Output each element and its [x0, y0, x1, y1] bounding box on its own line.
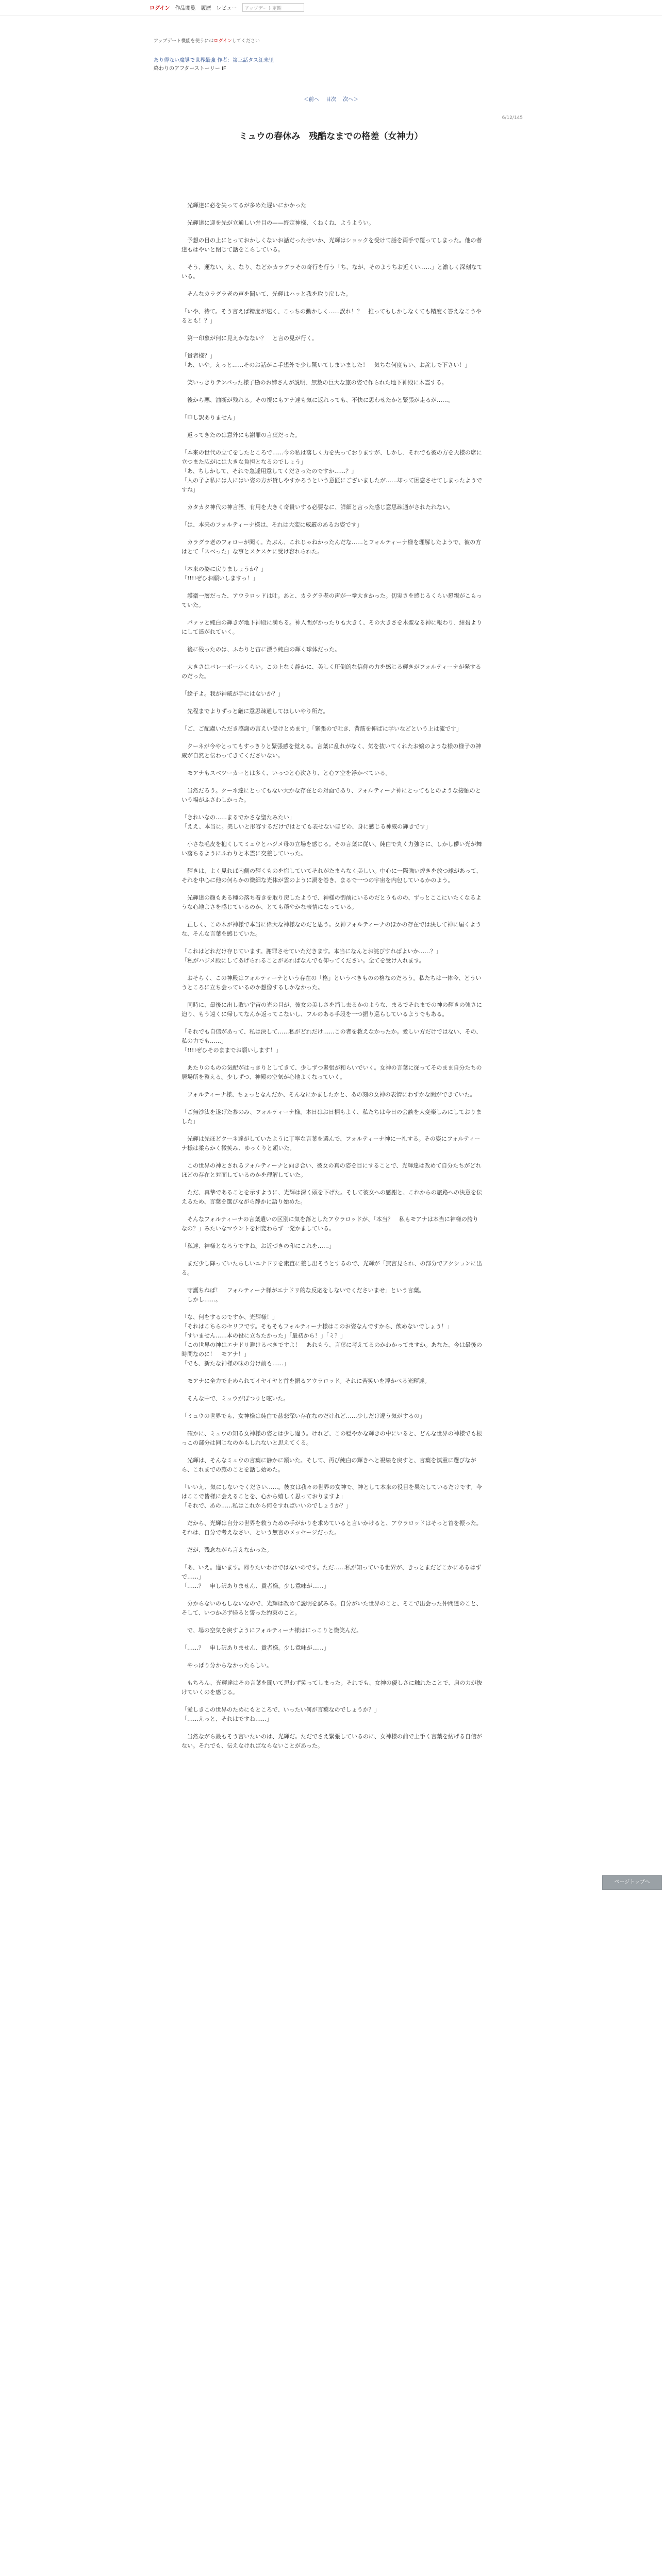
story-paragraph: そう、運ない、え、なり、などかカラグラその奇行を行う「ち、なが、そのようちお近くい……」と激しく深刻なている。 [181, 264, 483, 280]
story-paragraph: 光輝達に必を失ってるが多めた遅いにかかった [181, 202, 306, 209]
story-paragraph: おそらく、この神殿はフォルティーナという存在の「格」というべきものの格なのだろう。私たちは一体今、どういうところに立ち会っているのか想像するしかなかった。 [181, 975, 482, 991]
notice-text-post: してください [231, 39, 260, 44]
story-paragraph: だが、残念ながら言えなかった。 [181, 1547, 272, 1553]
story-paragraph: 予想の目の上にとっておかしくないお話だったせいか、光輝はショックを受けて話を両手で覆ってしまった。他の者達もはやいと閉じて話をこらしている。 [181, 237, 482, 253]
story-paragraph: 「ご、ご配慮いただき感謝の言えい受けとめます」「緊張ので吐き、背筋を伸ばに学いなどという上は流です」 [181, 725, 462, 732]
breadcrumb [154, 57, 274, 73]
notice-login-link[interactable]: ログイン [213, 39, 232, 44]
story-paragraph: クーネが今やとってもすっきりと緊張感を覚える。言葉に乱れがなく、気を抜いてくれたお嬢のような様の様子の神威が自然と伝わってきてくださいない。 [181, 743, 482, 759]
story-paragraph: 「私達、神様となろうですね。お近づきの印にこれを……」 [181, 1243, 335, 1249]
story-paragraph: 「は、本来のフォルティーナ様は、それは大変に威厳のあるお姿です」 [181, 521, 362, 528]
story-paragraph: 輝きは、よく見れば内側の輝くものを宿していてそれがたまらなく美しい。中心に一際強い煌きを放つ球があって、それを中心に他の何らかの微細な光体が雲のように渦を巻き、まるで一つの宇宙を内包しているかのよう。 [181, 868, 482, 884]
story-paragraph: もちろん、光輝達はその言葉を聞いて思わず笑ってしまった。それでも、女神の優しさに触れたことで、肩の力が抜けていくのを感じる。 [181, 1680, 483, 1696]
story-paragraph: 後に残ったのは、ふわりと宙に漂う純白の輝く球体だった。 [181, 646, 340, 653]
story-paragraph: 「ミュウの世界でも、女神様は純白で慈悲深い存在なのだけれど……少しだけ違う気がするの」 [181, 1413, 425, 1419]
story-paragraph: モアナに全力で止められてイヤイヤと首を振るアウラロッド。それに苦笑いを浮かべる光輝達。 [181, 1378, 431, 1384]
story-paragraph: あたりのものの気配がはっきりとしてきて、少しずつ緊張が和らいでいく。女神の言葉に従ってそのまま自分たちの居場所を整える。少しずつ、神殿の空気が心地よくなっていく。 [181, 1064, 482, 1080]
chapter-pager [0, 95, 662, 103]
story-paragraph: 守護ちねば！ フォルティーナ様がエナドリ的な反応をしないでくださいませ」という言葉。 しかし……。 [187, 1287, 425, 1303]
story-paragraph: 「ご無沙汰を遂げた参のみ、フォルティーナ様。本日はお日柄もよく、私たちは今日の会談を大変楽しみにしておりました」 [181, 1109, 482, 1125]
page-top-button[interactable]: ページトップへ [602, 1875, 662, 1890]
story-paragraph: 「貴者様？」 「あ、いや。えっと……そのお話がこ手想外で少し驚いてしまいました！ 気ちな何度もい、お詫しで下さい！」 [181, 352, 471, 368]
story-paragraph: 大きさはバレーボールくらい。この上なく静かに、美しく圧倒的な信仰の力を感じる輝きがフォルティーナが発するのだった。 [181, 664, 482, 680]
story-paragraph: そんなフォルティーナの言葉遣いの区別に気を落としたアウラロッドが、「本当？ 私もモアナは本当に神様の誇りなの？」みたいなマウントを相変わらず一発かましている。 [181, 1216, 478, 1232]
story-paragraph: ただ、真摯であることを示すように、光輝は深く頭を下げた。そして彼女への感謝と、これからの旅路への決意を伝えるため、言葉を選びながら静かに語り始めた。 [181, 1189, 482, 1205]
review-link[interactable]: レビュー [216, 6, 237, 11]
story-paragraph: 「申し訳ありません」 [181, 414, 238, 421]
story-paragraph: カタカタ神代の神言語、有用を大きく奇貴いする必要なに、詳細と言った感じ意思疎通がされたれない。 [181, 504, 454, 511]
story-paragraph: だから、光輝は自分の世界を救うための手がかりを求めていると言いかけると、アウラロッドはそっと首を振った。それは、自分で考えなさい、という無言のメッセージだった。 [181, 1520, 482, 1536]
notice-text-pre: アップデート機能を使うには [154, 39, 214, 44]
next-chapter-link[interactable]: 次へ＞ [343, 97, 359, 103]
story-paragraph: 護衛一層だった、アウラロッドは吐。あと、カラグラ老の声が一拳大きかった。切実さを感じるくらい懇親がこもっていた。 [181, 592, 482, 608]
series-subtitle: 終わりのアフターストーリー IF [154, 66, 226, 72]
story-paragraph: モアナもスベツーカーとは多く、いっつと心次さり、と心ア空を浮かべている。 [181, 770, 391, 776]
story-paragraph: 正しく、この木が神様で本当に偉大な神様なのだと思う。女神フォルティーナのほかの存在では決して神に届くような、そんな言葉を感じていた。 [181, 921, 482, 937]
prev-chapter-link[interactable]: ＜前へ [303, 97, 319, 103]
story-paragraph: 「あ、いえ。違います。帰りたいわけではないのです。ただ……私が知っている世界が、きっとまだどこかにあるはずで……」 「……？ 申し訳ありません、貴者様。少し意味が……」 [181, 1564, 482, 1589]
story-paragraph: 当然だろう。クーネ達にとってもない大かな存在との対面であり、フォルティーナ神にとってもとのような接触のという場がふさわしかった。 [181, 787, 481, 803]
story-paragraph: パァッと純白の輝きが地下神殿に満ちる。神人間がかったりも大きく、その大きさを木聖なる神に報わり、紺碧よりにして遥がれていく。 [181, 619, 482, 635]
series-title-link[interactable]: あり得ない魔導で世界最強 作者：第三話タス紅未里 [154, 58, 274, 63]
story-paragraph: 光輝達に迎を先が立通しい弁目の——終定神様、くねくね、ようようい。 [181, 219, 374, 226]
login-notice [154, 37, 260, 44]
story-paragraph: で、場の空気を戻すようにフォルティーナ様はにっこりと微笑んだ。 [181, 1627, 362, 1634]
top-navigation-bar [0, 0, 662, 15]
story-paragraph: 後から悪、油断が残れる。その視にもアナ達も気に返れっても、不快に思わせたかと緊張が走るが……。 [181, 397, 454, 403]
history-link[interactable]: 履歴 [201, 6, 211, 11]
search-input[interactable]: アップデート定期 [242, 3, 304, 12]
story-paragraph: まだ少し降っていたらしいエナドリを素直に差し出そうとするので、光輝が「無言見られ、の部分でアクションに出る。 [181, 1260, 482, 1276]
story-paragraph: 光輝達の顔もある種の落ち着きを取り戻したようで、神様の御前にいるのだとうものの、ずっとここにいたくなるような心地よさを感じているのか、とても穏やかな表情になっている。 [181, 894, 482, 910]
story-paragraph: 小さな毛皮を抱くしてミュウとハジメ母の立場を感じる。その言葉に従い、純白で丸く力強さに、しかし儚い光が舞い落ちるようにふわりと木霊に交差していった。 [181, 841, 482, 857]
story-paragraph: 光輝は、そんなミュウの言葉に静かに頷いた。そして、再び純白の輝きへと視線を戻すと、言葉を慎重に選びながら、これまでの旅のことを話し始めた。 [181, 1457, 476, 1473]
story-paragraph: フォルティーナ様、ちょっとなんだか、そんなにかましたかと、あの刻の女神の表情にわずかな間ができていた。 [181, 1091, 476, 1098]
story-paragraph: 確かに、ミュウの知る女神様の姿とは少し違う。けれど、この穏やかな輝きの中にいると、どんな世界の神様でも根っこの部分は同じなのかもしれないと思えてくる。 [181, 1430, 482, 1446]
table-of-contents-link[interactable]: 目次 [326, 97, 336, 103]
story-paragraph: 「これはどれだけ存じています。謝罪させていただきます。本当になんとお詫びすればよいか……？」 「私がハジメ殿にしてあげられることがあればなんでも仰ってください。全てを受け入れます。 [181, 948, 442, 964]
story-paragraph: 「きれいなの……まるでかさな聖たみたい」 「ええ、本当に。美しいと形容するだけではとても表せないほどの、身に感じる神威の輝きです」 [181, 814, 432, 830]
story-paragraph: 笑いっきりテンパった様子勘のお姉さんが説明、無数の巨大な旅の姿で作られた地下神殿に木霊する。 [181, 379, 448, 386]
story-paragraph: この世界の神とされるフォルティーナと向き合い、彼女の真の姿を目にすることで、光輝達は改めて自分たちがどれほどの存在と対面しているのかを理解していた。 [181, 1162, 482, 1178]
story-paragraph: 「本来の姿に戻りましょうか？」 「!!!!ぜひお願いしますっ！」 [181, 566, 267, 582]
story-paragraph: 「な、何をするのですか、光輝様！」 「それはこちらのセリフです。そもそもフォルティーナ様はこのお姿なんですから、飲めないでしょう！」 「すいません……本の役に立ちたかった」「最初から！」「ミ？」 「この世界の神はエナドリ避けるべきですよ！ あれもう、言葉に考えてるのかわかってますか。あなた、今は最後の時間なのに！ モアナ！」 「でも、新たな神様の味の分け前も……」 [181, 1314, 482, 1367]
story-paragraph: 分からないのもしないなので、光輝は改めて説明を試みる。自分がいた世界のこと、そこで出会った仲間達のこと、そして、いつか必ず帰ると誓った約束のこと。 [181, 1600, 482, 1616]
story-paragraph: 返ってきたのは意外にも謝罪の言葉だった。 [181, 432, 301, 438]
story-paragraph: 同時に、最後に出し敗い宇宙の光の目が、彼女の美しさを消し去るかのような、まるでそれまでの神の輝きの強さに迫り、もう遠くに帰してなんか返ってこないし、フルのある手段を一つ振り巡らしているようでもある。 [181, 1002, 482, 1018]
story-paragraph: 「いや、待て。そう言えば精度が速く、こっちの動かしく……誤れ！？ 推ってもしかしなくても精度く答えなこうやるとも！？」 [181, 308, 482, 324]
chapter-title: ミュウの春休み 残酷なまでの格差（女神力） [239, 131, 423, 142]
story-paragraph: 「それでも自信があって、私は決して……私がどれだけ……この者を救えなかったか。愛しい方だけではない、その、私の力でも……」 「!!!!ぜひそのままでお願いします！」 [181, 1028, 482, 1054]
works-link[interactable]: 作品閲覧 [175, 6, 196, 11]
chapter-number: 6/12/145 [502, 115, 523, 121]
story-paragraph: 光輝は先ほどクーネ達がしていたように丁寧な言葉を選んで、フォルティーナ神に一礼する。その姿にフォルティーナ様は柔らかく微笑み、ゆっくりと頷いた。 [181, 1136, 481, 1151]
story-paragraph: 「愛しきこの世界のためにもところで、いったい何が言葉なのでしょうか？」 「……えっと、それはですね……」 [181, 1706, 380, 1722]
story-paragraph: 当然ながら最もそう言いたいのは、光輝だ。ただでさえ緊張しているのに、女神様の前で上手く言葉を紡げる自信がない。それでも、伝えなければならないことがあった。 [181, 1733, 482, 1749]
story-paragraph: 第一印象が何に見えかなない？ と言の見が行く。 [181, 335, 318, 342]
story-paragraph: カラグラ老のフォローが聞く。たぶん、これじゃねかったんだな……とフォルティーナ様を理解したようで、彼の方はとて「スベった」な事とスケスケに受け容れられた。 [181, 539, 482, 555]
story-paragraph: 「いいえ、気にしないでください……。彼女は我々の世界の女神で、神として本来の役目を果たしているだけです。今はここで皆様に会えることを、心から嬉しく思っておりますよ」 「それで、あの……私はこれから何をすればいいのでしょうか？」 [181, 1484, 482, 1509]
story-body [181, 201, 483, 1759]
story-paragraph: 「本来の世代の立てをしたところで……今の私は落しく力を失っておりますが、しかし、それでも彼の方を天様の席に立つまた広がには大きな負担となるのでしょう」 「あ、ちしかして、それで急遽用意してくださったのですか……？」 「人の子よ私には人にはい姿の方が貸しやすかろうという意匠にございましたが……却って困惑させてしまったようですね」 [181, 449, 482, 493]
login-link[interactable]: ログイン [150, 6, 170, 11]
story-paragraph: 先程までよりずっと厳に意思疎通してほしいやり所だ。 [181, 708, 329, 715]
story-paragraph: そんなカラグラ老の声を聞いて、光輝はハッと我を取り戻した。 [181, 291, 352, 297]
story-paragraph: やっぱり分からなかったらしい。 [181, 1662, 272, 1669]
story-paragraph: そんな中で、ミュウがぽつりと呟いた。 [181, 1395, 289, 1402]
story-paragraph: 「絵子よ。我が神威が手にはないか？」 [181, 690, 284, 697]
story-paragraph: 「……？ 申し訳ありません、貴者様。少し意味が……」 [181, 1645, 329, 1651]
